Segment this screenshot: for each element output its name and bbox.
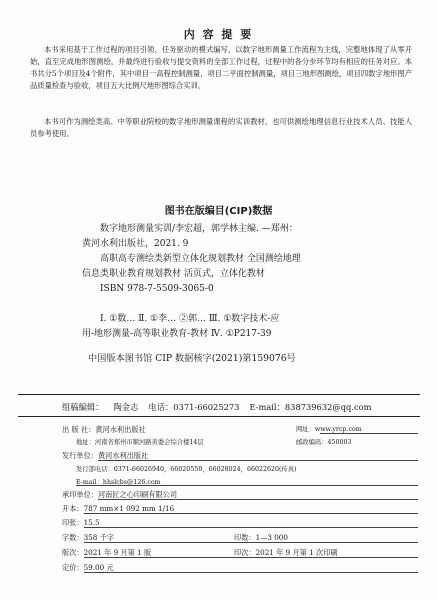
cip-line: 数字地形测量实训/李宏超，郭学林主编. —郑州： [100,224,298,234]
website-row [296,424,362,433]
price-label: 定价： [62,563,84,572]
price-underline [84,572,418,573]
summary-title: 内 容 提 要 [183,28,254,41]
price-value: 59.00 元 [83,563,114,572]
edition-underline [84,557,418,558]
divider-top [18,394,420,395]
editor-label: 组稿编辑： [62,402,104,412]
distributor-label: 发行单位： [62,451,98,460]
publisher-name: 黄河水利出版社 [95,425,146,434]
summary-paragraph-2: 本书可作为测绘类高、中等职业院校的数字地形测量课程的实训教材，也可供测绘地理信息行业技术人员、技能人员参考使用。 [30,117,412,138]
print-count-value: 1—3 000 [255,533,288,542]
publisher-address: 地址：河南省郑州市顺河路黄委会综合楼14层 [76,439,204,446]
format-label: 开本： [62,504,84,513]
publisher-row [62,425,146,435]
cip-heading: 图书在版编目(CIP)数据 [164,206,273,217]
cip-line: Ⅰ. ①数… Ⅱ. ①李… ②郭… Ⅲ. ①数字技术-应 [100,314,280,324]
words-value: 358 千字 [83,533,114,542]
summary-paragraph-1: 本书采用基于工作过程的项目引领、任务驱动的模式编写，以数字地形测量工作流程为主线，完整地体现了从零开始，直至完成地形图测绘，并最终进行验收与提交资料的全部工作过程，过程中的各分步环节均有相应的任务对应。本书共分5个项目及4个附件，其中项目一高程控制测量，项目二平面控制测量，项目三地形图测绘，项目四数字地形图产品质量检查与验收，项目五大比例尺地形图综合实训。 [30,45,412,90]
sales-email: E-mail：hhslcbs@126.com [76,479,161,486]
printer-name: 河南匠之心印刷有限公司 [97,490,178,499]
printing-label: 印次： [234,548,256,557]
cip-record-number: 中国版本图书馆 CIP 数据核字(2021)第159076号 [88,353,296,364]
cip-line: ISBN 978-7-5509-3065-0 [100,284,214,294]
editor-phone: 电话：0371-66025273 [148,402,240,412]
edition-value: 2021 年 9 月第 1 版 [83,548,152,557]
sheets-label: 印张： [62,518,84,527]
cip-line: 用-地形测量-高等职业教育-教材 Ⅳ. ①P217-39 [82,329,272,339]
printer-label: 承印单位： [62,490,98,499]
format-value: 787 mm×1 092 mm 1/16 [83,504,175,513]
sales-phone: 发行部电话：0371-66026940，66020550，66028024，66022620(传真) [76,466,297,473]
divider-bottom [18,416,420,417]
distributor-underline [98,460,418,461]
printing-value: 2021 年 9 月第 1 次印刷 [255,548,338,557]
website-underline [320,433,418,434]
edition-label: 版次： [62,548,84,557]
printer-underline [98,499,418,500]
sheets-underline [84,527,418,528]
words-label: 字数： [62,533,84,542]
distributor-name: 黄河水利出版社 [97,451,149,460]
cip-line: 信息类职业教育规划教材 活页式，立体化教材 [82,269,265,279]
words-underline [84,542,418,543]
sheets-value: 15.5 [83,518,100,527]
cip-line [82,297,382,312]
editor-name: 陶金志 [113,402,139,412]
publisher-postcode: 邮政编码：450003 [296,439,352,446]
publisher-label: 出 版 社： [62,425,96,434]
email-underline [76,485,418,486]
print-count-label: 印数： [234,533,256,542]
editor-email: E-mail：838739632@qq.com [249,402,372,412]
editor-line [62,401,381,413]
website-label: 网址： [296,426,315,433]
cip-line: 黄河水利出版社，2021. 9 [82,239,189,249]
cip-line: 高职高专测绘类新型立体化规划教材 全国测绘地理 [100,254,301,264]
website-value: www.yrcp.com [314,426,362,433]
format-underline [84,513,418,514]
cip-block [82,222,382,342]
